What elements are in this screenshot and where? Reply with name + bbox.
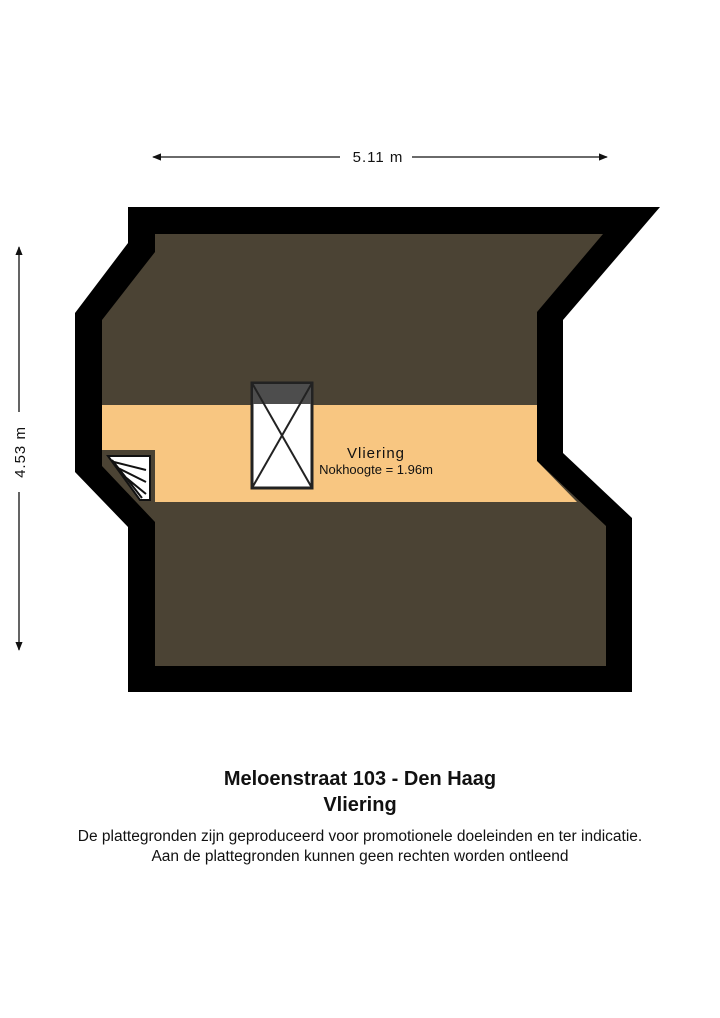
- floor-name: Vliering: [323, 794, 397, 816]
- disclaimer-line-1: De plattegronden zijn geproduceerd voor promotionele doeleinden en ter indicatie.: [77, 828, 643, 845]
- ridge-height-label: Nokhoogte = 1.96m: [319, 462, 433, 477]
- page-title: Meloenstraat 103 - Den Haag: [223, 768, 497, 790]
- floor-full-height-band: [102, 405, 577, 502]
- disclaimer-line-2: Aan de plattegronden kunnen geen rechten worden ontleend: [151, 848, 569, 865]
- width-dimension: [153, 149, 607, 166]
- room-name: Vliering: [346, 445, 406, 462]
- skylight: [252, 383, 312, 488]
- height-dimension: [12, 247, 29, 650]
- height-label: 4.53 m: [12, 426, 29, 478]
- width-label: 5.11 m: [352, 149, 404, 166]
